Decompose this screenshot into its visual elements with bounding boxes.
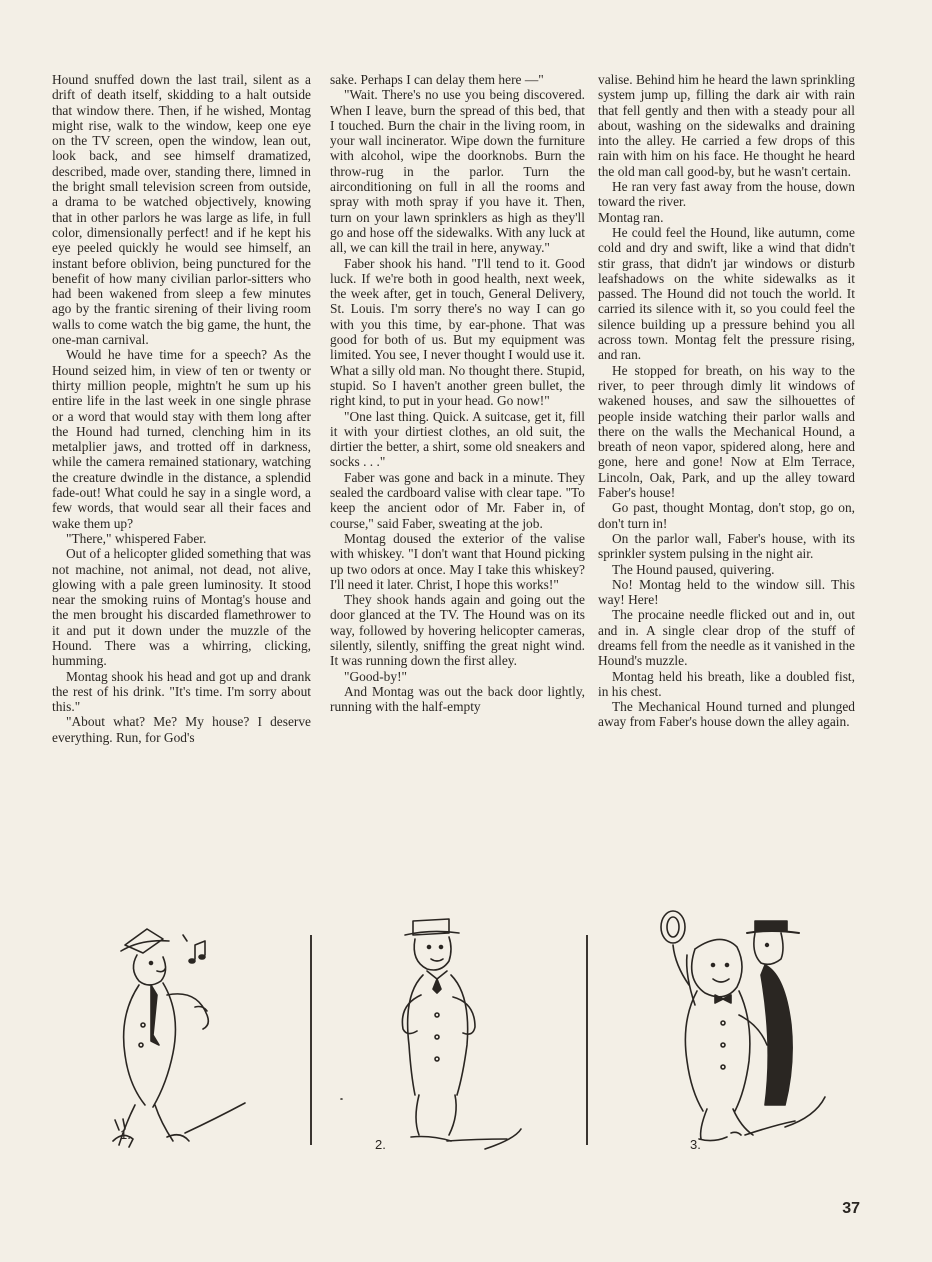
paragraph: The Hound paused, quivering. (612, 561, 775, 577)
text-column-1 (52, 72, 311, 745)
paragraph: sake. Perhaps I can delay them here —" (330, 72, 544, 87)
cartoon-panel-1 (55, 905, 325, 1165)
paragraph: He stopped for breath, on his way to the river, to peer through dimly lit windows of wakened houses, and saw the silhouettes of people inside watching their parlor walls and there on the walls the Mechanical Hound, a breath of neon vapor, spidered along, here and gone, here and gone! Now at Elm Terrace, Lincoln, Oak, Park, and up the alley toward Faber's house! (598, 362, 855, 501)
panel-number: 3. (690, 1137, 701, 1152)
paragraph: He could feel the Hound, like autumn, come cold and dry and swift, like a wind that didn't stir grass, that didn't jar windows or disturb leafshadows on the white sidewalks as it passed. The Hound did not touch the world. It carried its silence with it, so you could feel the silence building up a pressure behind you all across town. Montag felt the pressure rising, and ran. (598, 224, 855, 363)
paragraph: Faber shook his hand. "I'll tend to it. Good luck. If we're both in good health, next week, the week after, get in touch, General Delivery, St. Louis. I'm sorry there's no way I can go with you this time, by ear-phone. That was good for both of us. But my equipment was limited. You see, I never thought I would use it. What a silly old man. No thought there. Stupid, stupid. So I haven't another green bullet, the right kind, to put in your head. Go now!" (330, 255, 585, 409)
text-column-3 (598, 72, 855, 730)
paragraph: "There," whispered Faber. (66, 530, 207, 546)
paragraph: "About what? Me? My house? I deserve everything. Run, for God's (52, 714, 311, 745)
paragraph: Would he have time for a speech? As the Hound seized him, in view of ten or twenty or thirty million people, mightn't he sum up his entire life in the last week in one single phrase or a word that would stay with them long after the Hound had turned, clenching him in its metalplier jaws, and trotted off in darkness, while the camera remained stationary, watching the creature dwindle in the distance, a splendid fade-out! What could he say in a single word, a few words, that would sear all their faces and wake them up? (52, 347, 311, 531)
text-column-2 (330, 72, 585, 714)
paragraph: Montag held his breath, like a doubled fist, in his chest. (598, 668, 855, 699)
paragraph: Montag shook his head and got up and drank the rest of his drink. "It's time. I'm sorry about this." (52, 668, 311, 715)
cartoon-panel-2 (335, 905, 605, 1165)
dancing-man-cartoon-icon (55, 905, 325, 1165)
paragraph: Montag doused the exterior of the valise with whiskey. "I don't want that Hound picking up two odors at once. May I take this whiskey? I'll need it later. Christ, I hope this works!" (330, 530, 585, 592)
paragraph: Faber was gone and back in a minute. They sealed the cardboard valise with clear tape. "To keep the ancient odor of Mr. Faber in, of course," said Faber, sweating at the job. (330, 469, 585, 531)
paragraph: "Wait. There's no use you being discovered. When I leave, burn the spread of this bed, that I touched. Burn the chair in the living room, in your wall incinerator. Wipe down the furniture with alcohol, wipe the doorknobs. Burn the throw-rug in the parlor. Turn the airconditioning on full in all the rooms and spray with moth spray if you have it. Then, turn on your lawn sprinklers as high as they'll go and hose off the sidewalks. With any luck at all, we can kill the trail in here, anyway." (330, 87, 585, 256)
paragraph: And Montag was out the back door lightly, running with the half-empty (330, 683, 585, 715)
paragraph: On the parlor wall, Faber's house, with its sprinkler system pulsing in the night air. (598, 530, 855, 562)
paragraph: Hound snuffed down the last trail, silent as a drift of death itself, skidding to a halt outside that window there. Then, if he wished, Montag might rise, walk to the window, keep one eye on the TV screen, open the window, lean out, look back, and see himself dramatized, described, made over, standing there, limned in the bright small television screen from outside, a drama to be watched objectively, knowing that in other parlors he was large as life, in full color, dimensionally perfect! and if he kept his eye peeled quickly he would see himself, an instant before oblivion, being punctured for the benefit of how many civilian parlor-sitters who had been wakened from sleep a few minutes ago by the frantic sirening of their living room walls to come watch the big game, the hunt, the one-man carnival. (52, 72, 311, 348)
paragraph: Out of a helicopter glided something that was not machine, not animal, not dead, not alive, glowing with a pale green luminosity. It stood near the smoking ruins of Montag's house and the men brought his discarded flamethrower to it and put it down under the muzzle of the Hound. There was a whirring, clicking, humming. (52, 546, 311, 669)
paragraph: No! Montag held to the window sill. This way! Here! (598, 576, 855, 608)
panel-divider (586, 935, 588, 1145)
paragraph: He ran very fast away from the house, down toward the river. (598, 179, 855, 210)
paragraph: The Mechanical Hound turned and plunged away from Faber's house down the alley again. (598, 699, 855, 730)
paragraph: Montag ran. (598, 209, 664, 225)
cartoon-panel-3 (615, 905, 885, 1165)
panel-divider (310, 935, 312, 1145)
paragraph: The procaine needle flicked out and in, out and in. A single clear drop of the stuff of dreams fell from the needle as it vanished in the Hound's muzzle. (598, 607, 855, 669)
panel-number: 1. (120, 1127, 131, 1142)
paragraph: Go past, thought Montag, don't stop, go on, don't turn in! (598, 500, 855, 531)
panel-number: 2. (375, 1137, 386, 1152)
walking-man-cartoon-icon (335, 905, 605, 1165)
paragraph: They shook hands again and going out the door glanced at the TV. The Hound was on its way, followed by hovering helicopter cameras, silently, silently, sniffing the great night wind. It was running down the first alley. (330, 592, 585, 669)
paragraph: "One last thing. Quick. A suitcase, get it, fill it with your dirtiest clothes, an old suit, the dirtier the better, a shirt, some old sneakers and socks . . ." (330, 408, 585, 470)
page-number: 37 (842, 1200, 860, 1217)
paragraph: valise. Behind him he heard the lawn sprinkling system jump up, filling the dark air with rain that fell gently and then with a steady pour all about, washing on the sidewalks and draining into the alley. He carried a few drops of this rain with him on his face. He thought he heard the old man call good-by, but he wasn't certain. (598, 72, 855, 179)
tipping-hat-man-cartoon-icon (615, 905, 885, 1165)
paragraph: "Good-by!" (344, 668, 407, 684)
